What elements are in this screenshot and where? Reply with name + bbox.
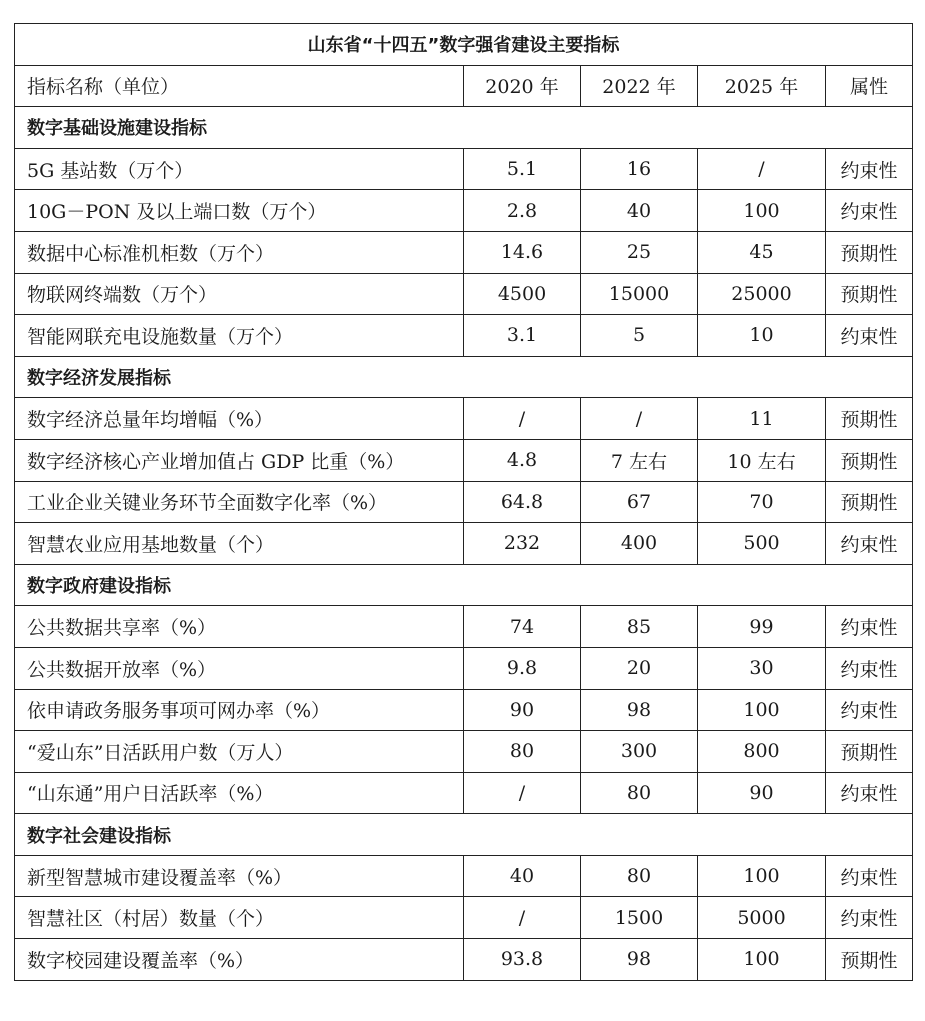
table-row: [15, 273, 913, 315]
table-row: [15, 439, 913, 481]
indicator-name-cell: 数字经济核心产业增加值占 GDP 比重（%）: [15, 439, 464, 481]
indicator-name-cell: 公共数据共享率（%）: [15, 606, 464, 648]
value-2025-cell: 100: [698, 855, 826, 897]
value-2025-cell: 100: [698, 939, 826, 981]
value-2020-cell: 9.8: [464, 647, 581, 689]
attribute-cell: 约束性: [826, 689, 913, 731]
value-2020-cell: 4.8: [464, 439, 581, 481]
table-row: [15, 148, 913, 190]
section-row: [15, 356, 913, 398]
value-2020-cell: 64.8: [464, 481, 581, 523]
value-2025-cell: 70: [698, 481, 826, 523]
value-2022-cell: 7 左右: [581, 439, 698, 481]
header-indicator-name: 指标名称（单位）: [15, 65, 464, 107]
value-2020-cell: /: [464, 897, 581, 939]
attribute-cell: 约束性: [826, 772, 913, 814]
value-2020-cell: 40: [464, 855, 581, 897]
attribute-cell: 预期性: [826, 731, 913, 773]
value-2025-cell: 10 左右: [698, 439, 826, 481]
value-2022-cell: 98: [581, 689, 698, 731]
table-row: [15, 315, 913, 357]
attribute-cell: 约束性: [826, 148, 913, 190]
table-row: [15, 523, 913, 565]
table-row: [15, 731, 913, 773]
value-2025-cell: 100: [698, 190, 826, 232]
value-2022-cell: 16: [581, 148, 698, 190]
section-row: [15, 107, 913, 149]
attribute-cell: 预期性: [826, 231, 913, 273]
value-2020-cell: 232: [464, 523, 581, 565]
indicator-name-cell: 公共数据开放率（%）: [15, 647, 464, 689]
value-2020-cell: 14.6: [464, 231, 581, 273]
attribute-cell: 约束性: [826, 523, 913, 565]
table-row: [15, 939, 913, 981]
attribute-cell: 约束性: [826, 190, 913, 232]
value-2025-cell: 10: [698, 315, 826, 357]
value-2022-cell: 25: [581, 231, 698, 273]
header-year-2022: 2022 年: [581, 65, 698, 107]
section-title: 数字经济发展指标: [15, 356, 913, 398]
value-2022-cell: 5: [581, 315, 698, 357]
value-2020-cell: /: [464, 398, 581, 440]
indicator-name-cell: 5G 基站数（万个）: [15, 148, 464, 190]
value-2020-cell: /: [464, 772, 581, 814]
attribute-cell: 预期性: [826, 939, 913, 981]
value-2022-cell: 20: [581, 647, 698, 689]
value-2022-cell: 40: [581, 190, 698, 232]
value-2022-cell: 67: [581, 481, 698, 523]
value-2025-cell: 100: [698, 689, 826, 731]
value-2025-cell: 30: [698, 647, 826, 689]
indicator-name-cell: 工业企业关键业务环节全面数字化率（%）: [15, 481, 464, 523]
indicator-name-cell: 智慧农业应用基地数量（个）: [15, 523, 464, 565]
table-body: [15, 65, 913, 980]
attribute-cell: 约束性: [826, 647, 913, 689]
indicator-name-cell: 智慧社区（村居）数量（个）: [15, 897, 464, 939]
indicator-name-cell: 新型智慧城市建设覆盖率（%）: [15, 855, 464, 897]
value-2025-cell: 11: [698, 398, 826, 440]
section-title: 数字政府建设指标: [15, 564, 913, 606]
value-2022-cell: 1500: [581, 897, 698, 939]
table-row: [15, 689, 913, 731]
section-row: [15, 814, 913, 856]
section-row: [15, 564, 913, 606]
indicator-table: [14, 23, 913, 981]
value-2025-cell: 5000: [698, 897, 826, 939]
value-2022-cell: 85: [581, 606, 698, 648]
indicator-name-cell: 依申请政务服务事项可网办率（%）: [15, 689, 464, 731]
indicator-name-cell: 数据中心标准机柜数（万个）: [15, 231, 464, 273]
indicator-name-cell: “山东通”用户日活跃率（%）: [15, 772, 464, 814]
indicator-name-cell: 10G－PON 及以上端口数（万个）: [15, 190, 464, 232]
attribute-cell: 预期性: [826, 273, 913, 315]
value-2022-cell: 15000: [581, 273, 698, 315]
header-year-2020: 2020 年: [464, 65, 581, 107]
value-2022-cell: 400: [581, 523, 698, 565]
header-year-2025: 2025 年: [698, 65, 826, 107]
value-2025-cell: 90: [698, 772, 826, 814]
table-row: [15, 855, 913, 897]
value-2020-cell: 3.1: [464, 315, 581, 357]
value-2022-cell: 80: [581, 772, 698, 814]
attribute-cell: 约束性: [826, 606, 913, 648]
table-row: [15, 897, 913, 939]
attribute-cell: 约束性: [826, 855, 913, 897]
value-2020-cell: 5.1: [464, 148, 581, 190]
table-row: [15, 398, 913, 440]
table-title: 山东省“十四五”数字强省建设主要指标: [15, 24, 913, 66]
table-row: [15, 231, 913, 273]
value-2022-cell: 80: [581, 855, 698, 897]
table-row: [15, 606, 913, 648]
value-2025-cell: 99: [698, 606, 826, 648]
section-title: 数字社会建设指标: [15, 814, 913, 856]
value-2020-cell: 90: [464, 689, 581, 731]
indicator-name-cell: 数字校园建设覆盖率（%）: [15, 939, 464, 981]
table-row: [15, 190, 913, 232]
table-row: [15, 481, 913, 523]
value-2025-cell: 500: [698, 523, 826, 565]
indicator-name-cell: “爱山东”日活跃用户数（万人）: [15, 731, 464, 773]
value-2022-cell: /: [581, 398, 698, 440]
attribute-cell: 预期性: [826, 481, 913, 523]
attribute-cell: 预期性: [826, 398, 913, 440]
table-row: [15, 772, 913, 814]
value-2020-cell: 80: [464, 731, 581, 773]
value-2022-cell: 300: [581, 731, 698, 773]
value-2025-cell: 25000: [698, 273, 826, 315]
value-2025-cell: 45: [698, 231, 826, 273]
value-2020-cell: 93.8: [464, 939, 581, 981]
value-2025-cell: 800: [698, 731, 826, 773]
attribute-cell: 预期性: [826, 439, 913, 481]
header-row: [15, 65, 913, 107]
title-row: [15, 24, 913, 66]
indicator-name-cell: 智能网联充电设施数量（万个）: [15, 315, 464, 357]
section-title: 数字基础设施建设指标: [15, 107, 913, 149]
indicator-name-cell: 数字经济总量年均增幅（%）: [15, 398, 464, 440]
header-attribute: 属性: [826, 65, 913, 107]
value-2022-cell: 98: [581, 939, 698, 981]
table-row: [15, 647, 913, 689]
indicator-name-cell: 物联网终端数（万个）: [15, 273, 464, 315]
attribute-cell: 约束性: [826, 897, 913, 939]
value-2020-cell: 2.8: [464, 190, 581, 232]
value-2025-cell: /: [698, 148, 826, 190]
value-2020-cell: 4500: [464, 273, 581, 315]
attribute-cell: 约束性: [826, 315, 913, 357]
value-2020-cell: 74: [464, 606, 581, 648]
